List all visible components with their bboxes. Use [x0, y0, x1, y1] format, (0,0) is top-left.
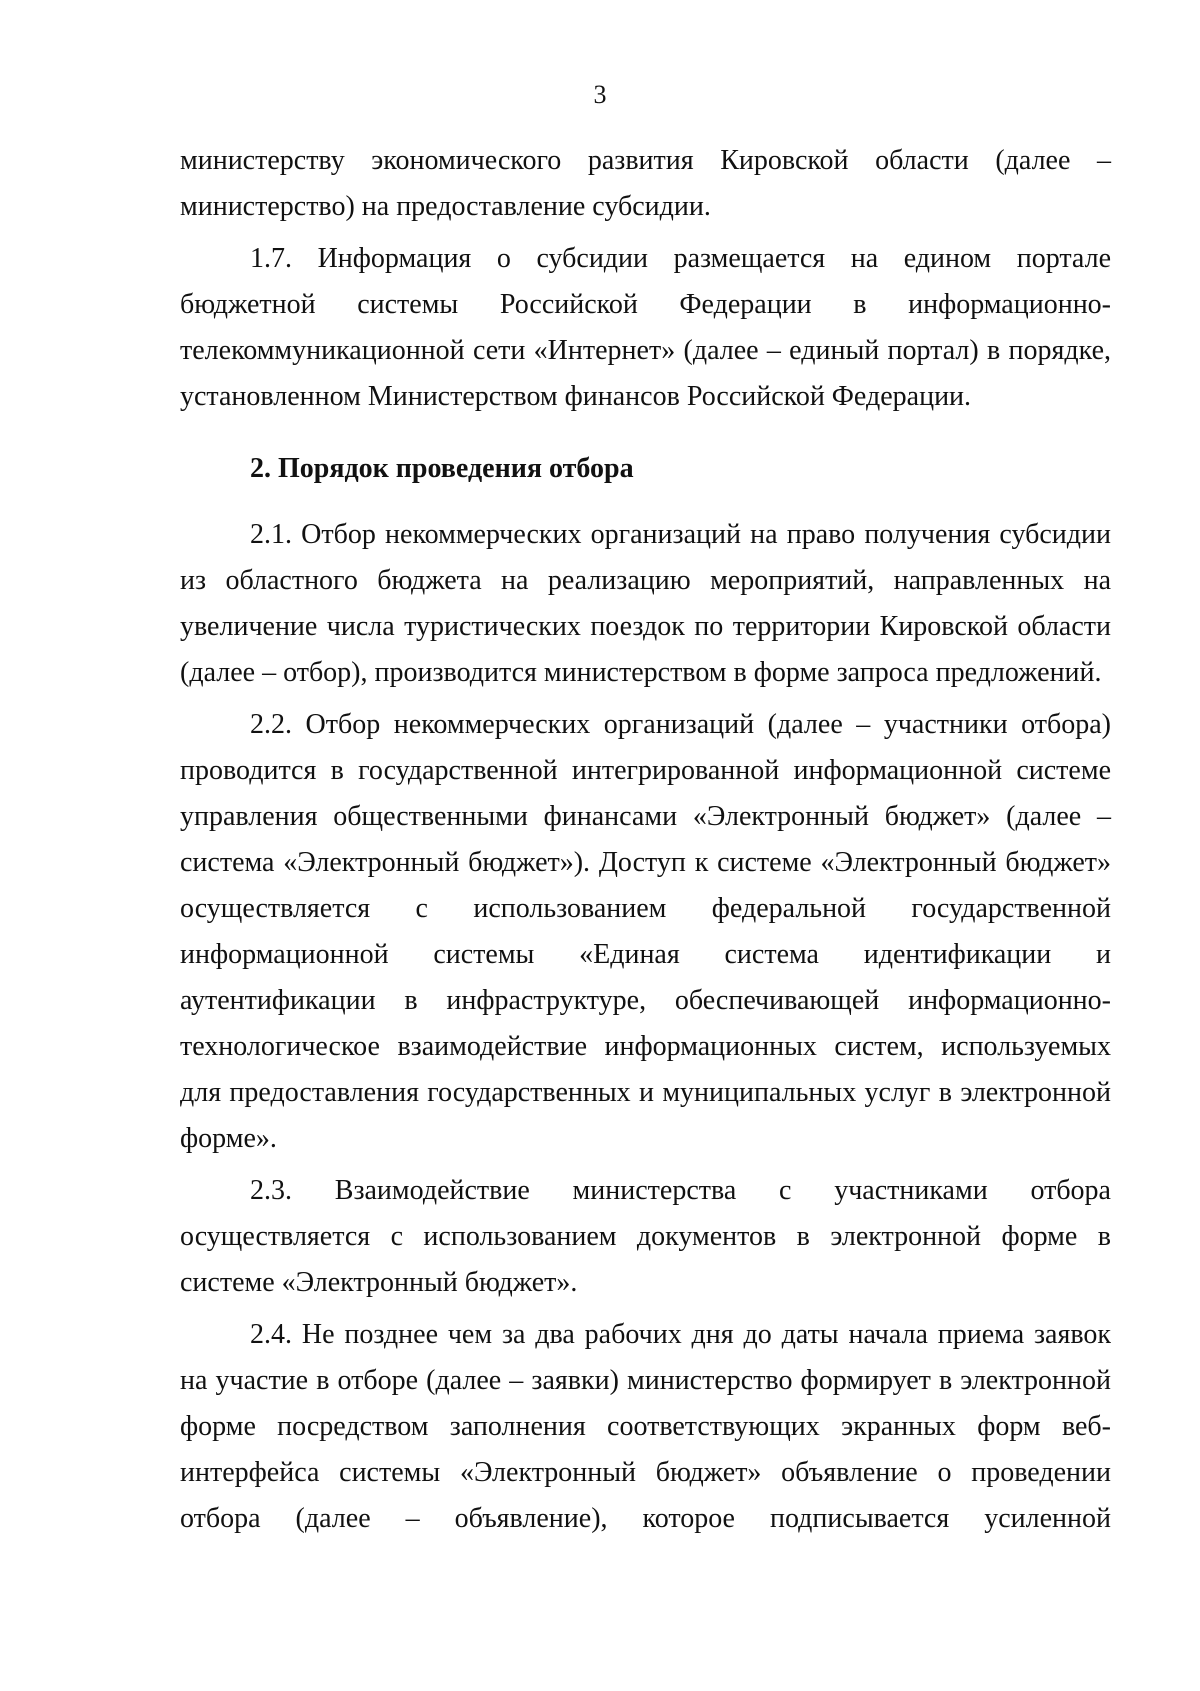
text-line: аутентификации в инфраструктуре, обеспечивающей информационно- — [180, 985, 1111, 1016]
section-heading: 2. Порядок проведения отбора — [250, 453, 634, 484]
text-line: технологическое взаимодействие информационных систем, используемых — [180, 1031, 1111, 1062]
text-line: интерфейса системы «Электронный бюджет» объявление о проведении — [180, 1457, 1111, 1488]
paragraph-p24 — [180, 1312, 1111, 1542]
paragraph-p21 — [180, 512, 1111, 696]
text-line: форме посредством заполнения соответствующих экранных форм веб- — [180, 1411, 1111, 1442]
text-line: министерство) на предоставление субсидии. — [180, 191, 711, 222]
text-line: система «Электронный бюджет»). Доступ к системе «Электронный бюджет» — [180, 847, 1111, 878]
text-line: из областного бюджета на реализацию мероприятий, направленных на — [180, 565, 1111, 596]
text-line: информационной системы «Единая система идентификации и — [180, 939, 1111, 970]
text-line: 2.4. Не позднее чем за два рабочих дня до даты начала приема заявок — [250, 1319, 1111, 1350]
text-line: осуществляется с использованием документов в электронной форме в — [180, 1221, 1111, 1252]
text-line: проводится в государственной интегрированной информационной системе — [180, 755, 1111, 786]
text-line: телекоммуникационной сети «Интернет» (далее – единый портал) в порядке, — [180, 335, 1111, 366]
text-line: 2.1. Отбор некоммерческих организаций на право получения субсидии — [250, 519, 1111, 550]
text-line: осуществляется с использованием федеральной государственной — [180, 893, 1111, 924]
text-line: для предоставления государственных и муниципальных услуг в электронной — [180, 1077, 1111, 1108]
text-line: 2.3. Взаимодействие министерства с участниками отбора — [250, 1175, 1111, 1206]
text-line: форме». — [180, 1123, 277, 1154]
page-number: 3 — [593, 80, 607, 109]
text-line: установленном Министерством финансов Российской Федерации. — [180, 381, 972, 412]
text-line: на участие в отборе (далее – заявки) министерство формирует в электронной — [180, 1365, 1111, 1396]
text-line: отбора (далее – объявление), которое подписывается усиленной — [180, 1503, 1111, 1534]
text-line: министерству экономического развития Кировской области (далее – — [180, 145, 1111, 176]
paragraph-p0 — [180, 138, 1111, 230]
text-line: (далее – отбор), производится министерством в форме запроса предложений. — [180, 657, 1102, 688]
paragraph-p17 — [180, 236, 1111, 420]
text-line: бюджетной системы Российской Федерации в информационно- — [180, 289, 1111, 320]
text-line: 2.2. Отбор некоммерческих организаций (далее – участники отбора) — [250, 709, 1111, 740]
paragraph-p22 — [180, 702, 1111, 1162]
paragraph-p23 — [180, 1168, 1111, 1306]
document-body — [180, 138, 1111, 1542]
text-line: 1.7. Информация о субсидии размещается на едином портале — [250, 243, 1111, 274]
text-line: управления общественными финансами «Электронный бюджет» (далее – — [180, 801, 1111, 832]
text-line: увеличение числа туристических поездок по территории Кировской области — [180, 611, 1111, 642]
text-line: системе «Электронный бюджет». — [180, 1267, 578, 1298]
